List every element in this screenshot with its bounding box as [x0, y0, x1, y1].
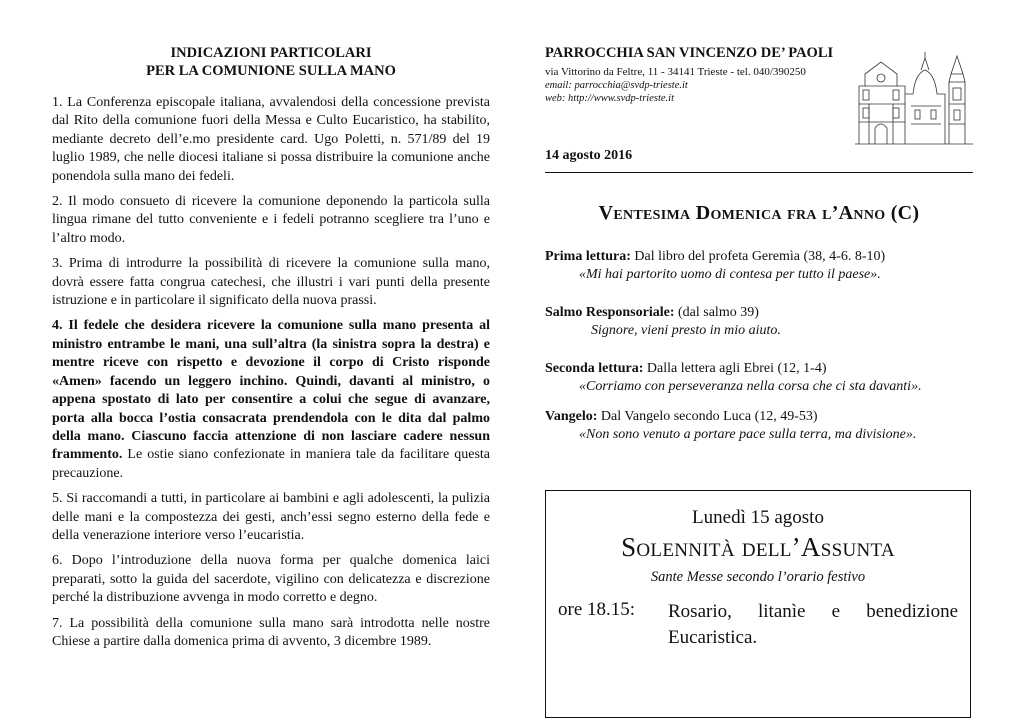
reading-2 [545, 304, 973, 340]
right-column [545, 44, 973, 648]
feast-event-line-1: Rosario, litanìe e benedizione [668, 601, 958, 622]
bulletin-date: 14 agosto 2016 [545, 148, 633, 163]
left-title [52, 44, 490, 80]
reading-4-quote: «Non sono venuto a portare pace sulla terra, ma divisione». [579, 427, 917, 442]
reading-4 [545, 408, 973, 444]
reading-2-label: Salmo Responsoriale: [545, 305, 675, 320]
church-illustration-icon [855, 44, 973, 148]
left-column [52, 44, 490, 658]
feast-title: Solennità dell’Assunta [621, 532, 895, 562]
reading-3 [545, 360, 973, 396]
paragraph-1: 1. La Conferenza episcopale italiana, avvalendosi della concessione prevista dal Rito della comunione fuori della Messa e Culto Eucaristico, ha stabilito, mediante decreto dell’e.mo presidente card. Ugo Poletti, n. 571/89 del 19 luglio 1989, che nelle diocesi italiane si possa distribuire la comunione anche ponendola sulla mano dei fedeli. [52, 95, 490, 184]
title-line-1: INDICAZIONI PARTICOLARI [170, 45, 372, 61]
parish-name: PARROCCHIA SAN VINCENZO DE’ PAOLI [545, 45, 834, 61]
parish-web: web: http://www.svdp-trieste.it [545, 93, 675, 104]
feast-announcement-box [545, 490, 971, 718]
sunday-title: Ventesima Domenica fra l’Anno (C) [598, 202, 920, 224]
paragraph-5: 5. Si raccomandi a tutti, in particolare ai bambini e agli adolescenti, la pulizia delle mani e la compostezza dei gesti, anch’essi segno esterno della fede e della venerazione interiore verso l’eucaristia. [52, 491, 490, 543]
reading-3-quote: «Corriamo con perseveranza nella corsa che ci sta davanti». [579, 379, 922, 394]
feast-event-line-2: Eucaristica. [668, 627, 758, 648]
reading-1-text: Dal libro del profeta Geremìa (38, 4-6. 8-10) [630, 249, 886, 264]
paragraph-2: 2. Il modo consueto di ricevere la comunione deponendo la particola sulla lingua rimane del tutto conveniente e i fedeli potranno scegliere tra l’uno e l’altro modo. [52, 194, 490, 246]
feast-time: ore 18.15: [558, 599, 636, 620]
paragraph-3: 3. Prima di introdurre la possibilità di ricevere la comunione sulla mano, dovrà essere fatta congrua catechesi, che illustri i vari punti della presente istruzione e in particolare il significato della nuova prassi. [52, 256, 490, 309]
paragraph-6: 6. Dopo l’introduzione della nuova forma per qualche domenica laici preparati, sotto la guida del sacerdote, vigilino con delicatezza e discrezione perché la distribuzione avvenga in modo corretto e degno. [52, 553, 490, 606]
title-line-2: PER LA COMUNIONE SULLA MANO [146, 63, 396, 79]
paragraph-4-rest: Le ostie siano confezionate in maniera tale da facilitare questa precauzione. [52, 447, 490, 481]
reading-4-label: Vangelo: [545, 409, 598, 424]
parish-email: email: parrocchia@svdp-trieste.it [545, 80, 688, 91]
reading-4-text: Dal Vangelo secondo Luca (12, 49-53) [597, 409, 818, 424]
reading-2-quote: Signore, vieni presto in mio aiuto. [591, 323, 781, 338]
feast-subtitle: Sante Messe secondo l’orario festivo [650, 569, 866, 585]
feast-date: Lunedì 15 agosto [692, 507, 824, 528]
paragraph-4 [52, 317, 490, 483]
reading-1-label: Prima lettura: [545, 249, 631, 264]
reading-3-text: Dalla lettera agli Ebrei (12, 1-4) [643, 361, 827, 376]
reading-1-quote: «Mi hai partorito uomo di contesa per tutto il paese». [579, 267, 881, 282]
paragraph-7: 7. La possibilità della comunione sulla mano sarà introdotta nelle nostre Chiese a partire dalla domenica prima di avvento, 3 dicembre 1989. [52, 615, 490, 649]
reading-3-label: Seconda lettura: [545, 361, 644, 376]
reading-2-text: (dal salmo 39) [674, 305, 759, 320]
parish-address: via Vittorino da Feltre, 11 - 34141 Trieste - tel. 040/390250 [545, 66, 806, 78]
header-divider [545, 172, 973, 173]
reading-1 [545, 248, 973, 284]
paragraph-4-bold: 4. Il fedele che desidera ricevere la comunione sulla mano presenta al ministro entrambe le mani, una sull’altra (la sinistra sopra la destra) e mentre riceve con rispetto e devozione il corpo di Cristo risponde «Amen» facendo un leggero inchino. Quindi, davanti al ministro, o appena spostato di lato per consentire a colui che segue di avanzare, porta alla bocca l’ostia consacrata prendendola con le dita dal palmo della mano. Ciascuno faccia attenzione di non lasciare cadere nessun frammento. [52, 318, 490, 463]
